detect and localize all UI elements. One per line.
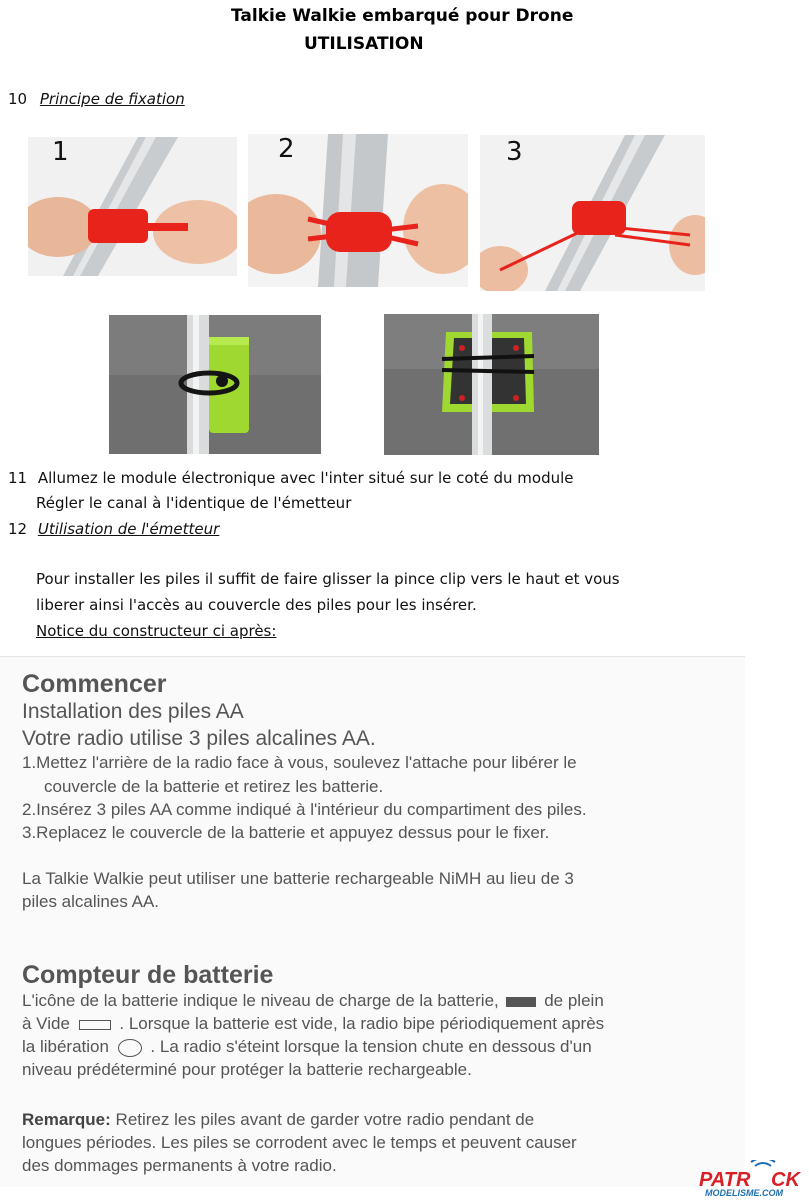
remark-label: Remarque: bbox=[22, 1110, 111, 1129]
step-number-2: 2 bbox=[278, 134, 295, 164]
step-number-3: 3 bbox=[506, 137, 523, 167]
notice-step-3: 3.Replacez le couvercle de la batterie et appuyez dessus pour le fixer. bbox=[22, 823, 550, 842]
beep-icon bbox=[118, 1039, 142, 1057]
battery-full-icon bbox=[506, 997, 536, 1007]
notice-link: Notice du constructeur ci après: bbox=[36, 622, 277, 640]
section-12 bbox=[8, 520, 219, 538]
battery-text-4: . Lorsque la batterie est vide, la radio bipe périodiquement après bbox=[119, 1014, 605, 1033]
step-number-1: 1 bbox=[52, 137, 69, 167]
battery-line-1 bbox=[22, 991, 604, 1011]
battery-line-3 bbox=[22, 1037, 592, 1057]
notice-nimh-2: piles alcalines AA. bbox=[22, 892, 160, 911]
battery-text-2: de plein bbox=[544, 991, 604, 1010]
section-12-para-2: liberer ainsi l'accès au couvercle des piles pour les insérer. bbox=[36, 596, 477, 614]
photo-radio-mounted-front bbox=[384, 314, 599, 455]
patrick-modelisme-logo bbox=[697, 1160, 807, 1198]
notice-nimh-1: La Talkie Walkie peut utiliser une batterie rechargeable NiMH au lieu de 3 bbox=[22, 869, 574, 888]
section-title: Principe de fixation bbox=[39, 90, 185, 108]
notice-step-1: 1.Mettez l'arrière de la radio face à vous, soulevez l'attache pour libérer le bbox=[22, 753, 577, 772]
manufacturer-notice bbox=[0, 656, 745, 1187]
notice-subheading-1: Installation des piles AA bbox=[22, 700, 244, 723]
battery-heading: Compteur de batterie bbox=[22, 961, 274, 989]
logo-subtext: MODELISME.COM bbox=[705, 1188, 783, 1198]
section-number: 11 bbox=[8, 469, 28, 487]
photo-step-2 bbox=[248, 134, 468, 287]
remark-text-3: des dommages permanents à votre radio. bbox=[22, 1156, 337, 1175]
photo-step-1 bbox=[28, 137, 237, 276]
notice-step-2: 2.Insérez 3 piles AA comme indiqué à l'intérieur du compartiment des piles. bbox=[22, 800, 587, 819]
document-title: Talkie Walkie embarqué pour Drone bbox=[231, 6, 574, 26]
section-title: Utilisation de l'émetteur bbox=[37, 520, 220, 538]
document-subtitle: UTILISATION bbox=[304, 34, 424, 54]
section-10 bbox=[8, 90, 185, 108]
photo-step-3 bbox=[480, 135, 705, 291]
battery-text-7: niveau prédéterminé pour protéger la batterie rechargeable. bbox=[22, 1060, 472, 1079]
battery-empty-icon bbox=[79, 1020, 111, 1030]
notice-subheading-2: Votre radio utilise 3 piles alcalines AA. bbox=[22, 727, 376, 750]
notice-step-1-cont: couvercle de la batterie et retirez les batterie. bbox=[44, 777, 384, 796]
remark-line-1 bbox=[22, 1110, 534, 1130]
logo-text-2: CK bbox=[771, 1169, 800, 1191]
battery-text-5: la libération bbox=[22, 1037, 109, 1056]
section-11-text-1: Allumez le module électronique avec l'inter situé sur le coté du module bbox=[37, 469, 574, 487]
photo-radio-mounted-side bbox=[109, 315, 321, 454]
section-11-text-2: Régler le canal à l'identique de l'émetteur bbox=[36, 494, 352, 512]
notice-heading: Commencer bbox=[22, 670, 167, 698]
battery-line-2 bbox=[22, 1014, 604, 1034]
battery-text-1: L'icône de la batterie indique le niveau de charge de la batterie, bbox=[22, 991, 499, 1010]
section-11-line-1 bbox=[8, 469, 574, 487]
logo-text-1: PATR bbox=[699, 1169, 751, 1191]
remark-text-2: longues périodes. Les piles se corrodent avec le temps et peuvent causer bbox=[22, 1133, 577, 1152]
battery-text-3: à Vide bbox=[22, 1014, 70, 1033]
section-number: 12 bbox=[8, 520, 28, 538]
battery-text-6: . La radio s'éteint lorsque la tension chute en dessous d'un bbox=[150, 1037, 592, 1056]
remark-text-1: Retirez les piles avant de garder votre radio pendant de bbox=[110, 1110, 535, 1129]
section-12-para-1: Pour installer les piles il suffit de faire glisser la pince clip vers le haut et vous bbox=[36, 570, 620, 588]
section-number: 10 bbox=[8, 90, 28, 108]
